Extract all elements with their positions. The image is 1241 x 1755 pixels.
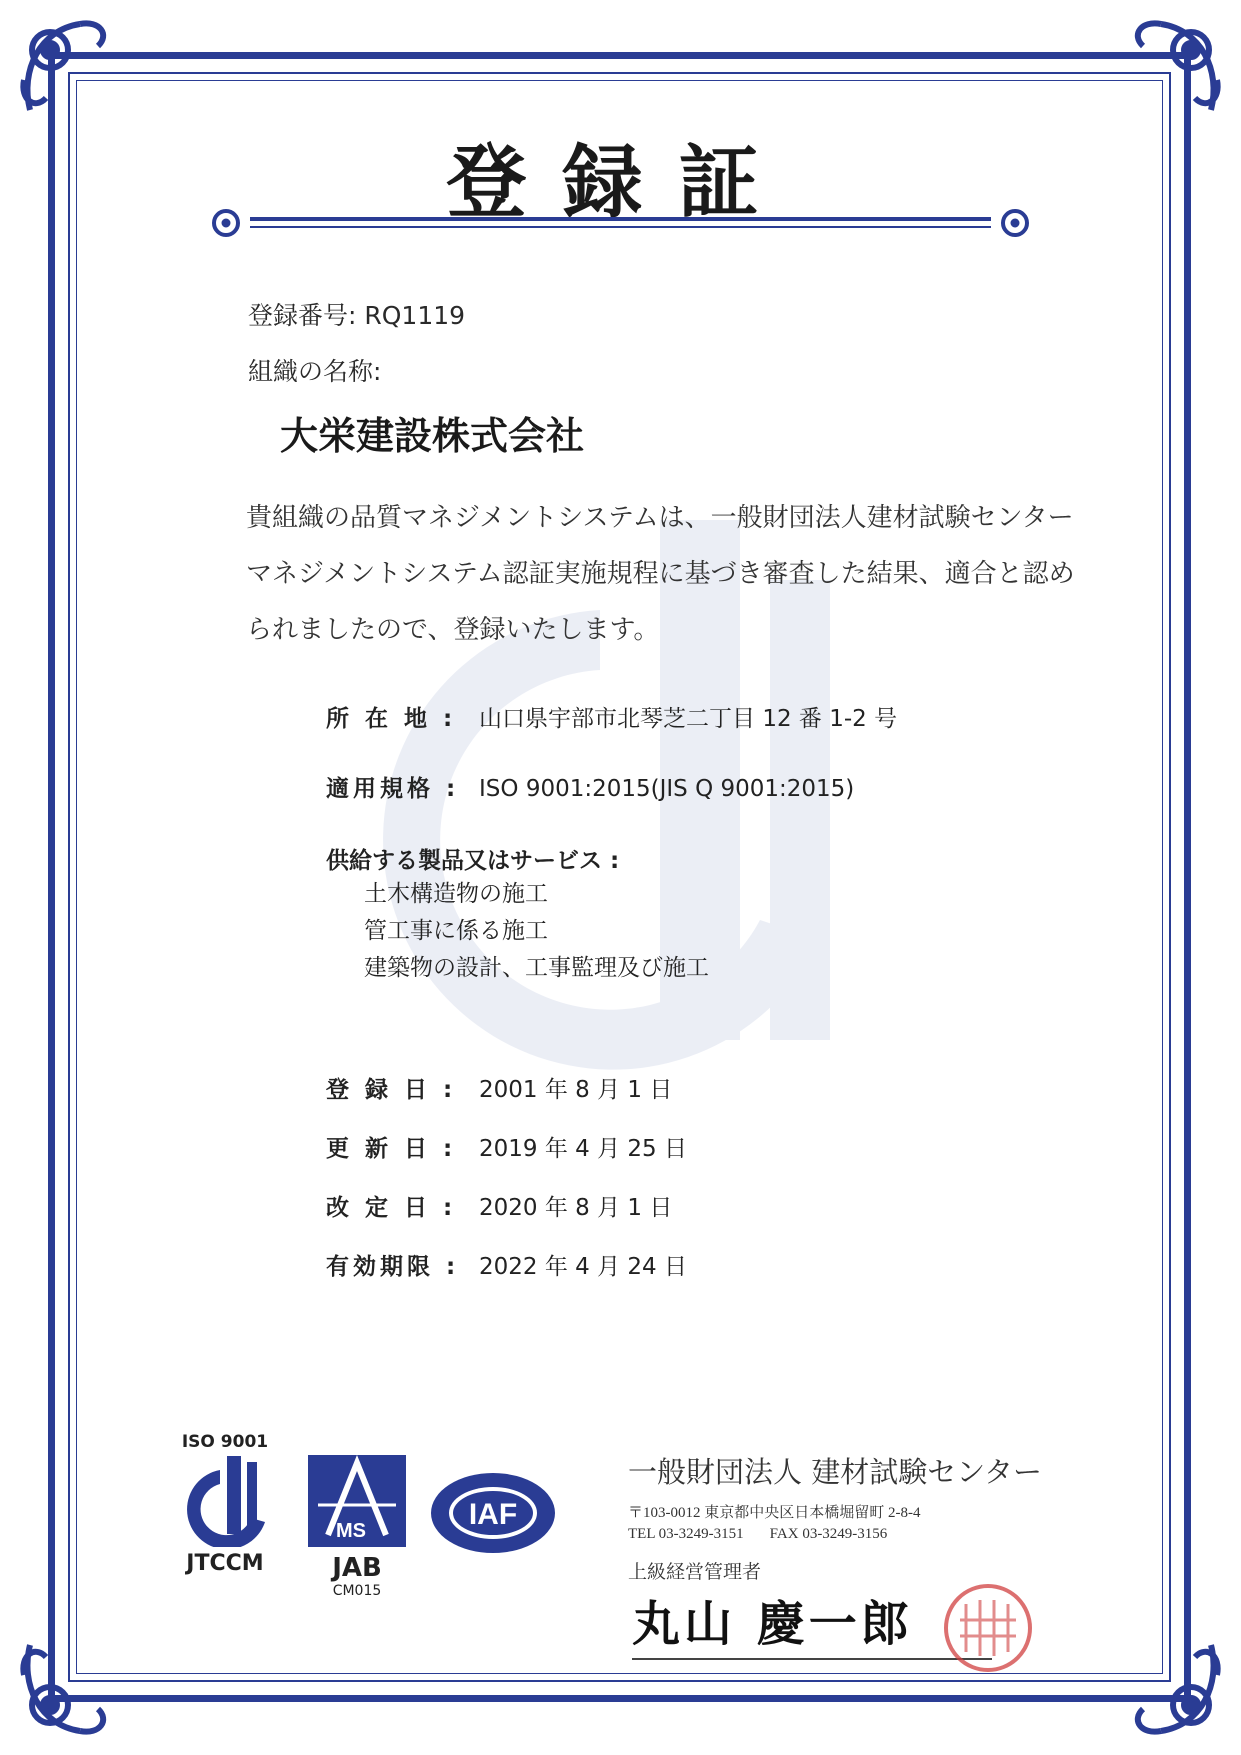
jtccm-iso-label: ISO 9001 — [181, 1432, 269, 1452]
products-label: 供給する製品又はサービス : — [326, 848, 620, 874]
signature: 丸山 慶一郎 — [632, 1585, 992, 1660]
iaf-logo — [428, 1470, 558, 1556]
renewed-date-label: 更 新 日 : — [326, 1136, 457, 1162]
product-item: 土木構造物の施工 — [364, 881, 548, 907]
address-value: 山口県宇部市北琴芝二丁目 12 番 1-2 号 — [479, 706, 898, 732]
organization-name: 大栄建設株式会社 — [280, 414, 585, 458]
jtccm-logo — [170, 1432, 280, 1592]
standard-row — [326, 770, 854, 803]
corner-ornament-icon — [10, 1625, 130, 1745]
issuer-fax: FAX 03-3249-3156 — [769, 1526, 888, 1542]
expiry-date-row — [326, 1248, 687, 1281]
jab-code: CM015 — [332, 1583, 382, 1599]
issuer-tel: TEL 03-3249-3151 — [628, 1526, 744, 1542]
expiry-date-value: 2022 年 4 月 24 日 — [479, 1254, 688, 1280]
registration-number: 登録番号: RQ1119 — [248, 301, 466, 330]
expiry-date-label: 有効期限 : — [326, 1254, 460, 1280]
address-label: 所 在 地 : — [326, 706, 457, 732]
corner-ornament-icon — [1111, 1625, 1231, 1745]
registered-date-row — [326, 1071, 672, 1104]
products-list — [364, 876, 709, 987]
renewed-date-value: 2019 年 4 月 25 日 — [479, 1136, 688, 1162]
jtccm-mark-icon — [175, 1452, 275, 1547]
organization-label: 組織の名称: — [248, 357, 382, 386]
revised-date-row — [326, 1189, 672, 1222]
issuer-role: 上級経営管理者 — [628, 1561, 762, 1583]
standard-label: 適用規格 : — [326, 776, 460, 802]
product-item: 建築物の設計、工事監理及び施工 — [364, 955, 709, 981]
corner-ornament-icon — [10, 10, 130, 130]
jtccm-label: JTCCM — [186, 1551, 264, 1576]
revised-date-label: 改 定 日 : — [326, 1195, 457, 1221]
product-item: 管工事に係る施工 — [364, 918, 548, 944]
jab-label: JAB — [332, 1553, 382, 1583]
jab-ms-label: MS — [336, 1520, 366, 1542]
renewed-date-row — [326, 1130, 687, 1163]
certificate-title: 登録証 — [446, 135, 795, 229]
title-underline-ornament — [200, 205, 1041, 245]
certification-statement: 貴組織の品質マネジメントシステムは、一般財団法人建材試験センターマネジメントシステム認証実施規程に基づき審査した結果、適合と認められましたので、登録いたします。 — [246, 503, 1075, 645]
corner-ornament-icon — [1111, 10, 1231, 130]
jab-logo — [308, 1455, 406, 1599]
jab-mark-icon — [308, 1455, 406, 1547]
issuer-block — [628, 1450, 1042, 1584]
issuer-address: 〒103-0012 東京都中央区日本橋堀留町 2-8-4 — [628, 1505, 921, 1521]
revised-date-value: 2020 年 8 月 1 日 — [479, 1195, 673, 1221]
registered-date-label: 登 録 日 : — [326, 1077, 457, 1103]
issuer-contact — [628, 1526, 1042, 1543]
registered-date-value: 2001 年 8 月 1 日 — [479, 1077, 673, 1103]
iaf-label: IAF — [468, 1498, 518, 1531]
standard-value: ISO 9001:2015(JIS Q 9001:2015) — [479, 776, 855, 802]
address-row — [326, 700, 897, 733]
official-seal-icon — [940, 1580, 1036, 1676]
issuer-organization: 一般財団法人 建材試験センター — [628, 1455, 1043, 1489]
